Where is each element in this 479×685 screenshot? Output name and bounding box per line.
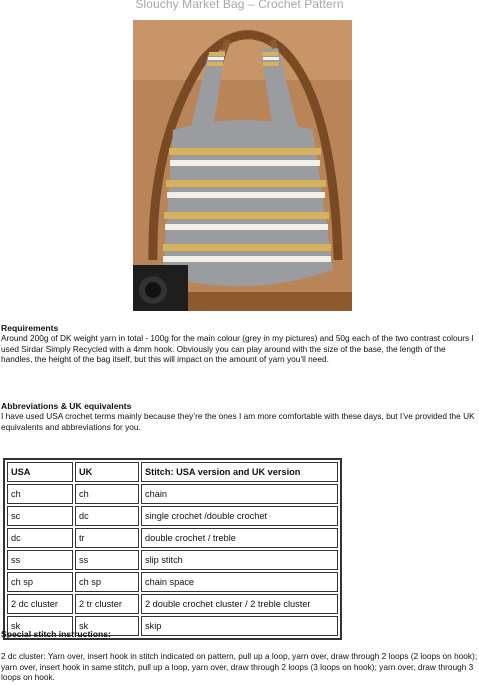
cell-uk: sk [75,616,139,636]
bag-photo [133,20,352,311]
cell-usa: dc [7,528,73,548]
special-stitch-text: 2 dc cluster: Yarn over, insert hook in stitch indicated on pattern, pull up a loop, yarn over, draw through 2 loops (2 loops on hook); yarn over, insert hook in same stitch, pull up a loop, yarn over, draw through 2 loops (3 loops on hook); yarn over, draw through 3 loops on hook. [1,651,478,682]
cell-stitch: skip [141,616,338,636]
requirements-text: Around 200g of DK weight yarn in total - 100g for the main colour (grey in my pictures) and 50g each of the two contrast colours I used Sirdar Simply Recycled with a 4mm hook. Obviously you can play around with the size of the base, the length of the handles, the height of the bag itself, but this will impact on the amount of yarn you’ll need. [1,333,474,364]
cell-stitch: chain space [141,572,338,592]
abbreviations-heading: Abbreviations & UK equivalents [1,401,132,411]
cell-usa: ch [7,484,73,504]
header-uk: UK [75,462,139,482]
cell-usa: 2 dc cluster [7,594,73,614]
cell-uk: tr [75,528,139,548]
table-row [7,506,338,526]
cell-stitch: 2 double crochet cluster / 2 treble cluster [141,594,338,614]
abbreviations-text: I have used USA crochet terms mainly because they’re the ones I am more comfortable with these days, but I’ve provided the UK equivalents and abbreviations for you. [1,411,475,432]
table-row [7,594,338,614]
cell-usa: sc [7,506,73,526]
table-row [7,484,338,504]
page-title: Slouchy Market Bag – Crochet Pattern [135,0,344,11]
table-row [7,550,338,570]
cell-stitch: chain [141,484,338,504]
cell-uk: 2 tr cluster [75,594,139,614]
bag-illustration [133,20,352,311]
cell-uk: ss [75,550,139,570]
cell-uk: ch sp [75,572,139,592]
cell-usa: ss [7,550,73,570]
abbreviations-table [3,458,342,640]
cell-usa: ch sp [7,572,73,592]
cell-uk: dc [75,506,139,526]
cell-uk: ch [75,484,139,504]
table-header-row [7,462,338,482]
cell-stitch: single crochet /double crochet [141,506,338,526]
requirements-heading: Requirements [1,323,59,333]
table-row [7,572,338,592]
cell-usa: sk [7,616,73,636]
header-stitch: Stitch: USA version and UK version [141,462,338,482]
table-row [7,528,338,548]
cell-stitch: double crochet / treble [141,528,338,548]
cell-stitch: slip stitch [141,550,338,570]
special-stitch-heading: Special stitch instructions: [1,629,111,639]
header-usa: USA [7,462,73,482]
